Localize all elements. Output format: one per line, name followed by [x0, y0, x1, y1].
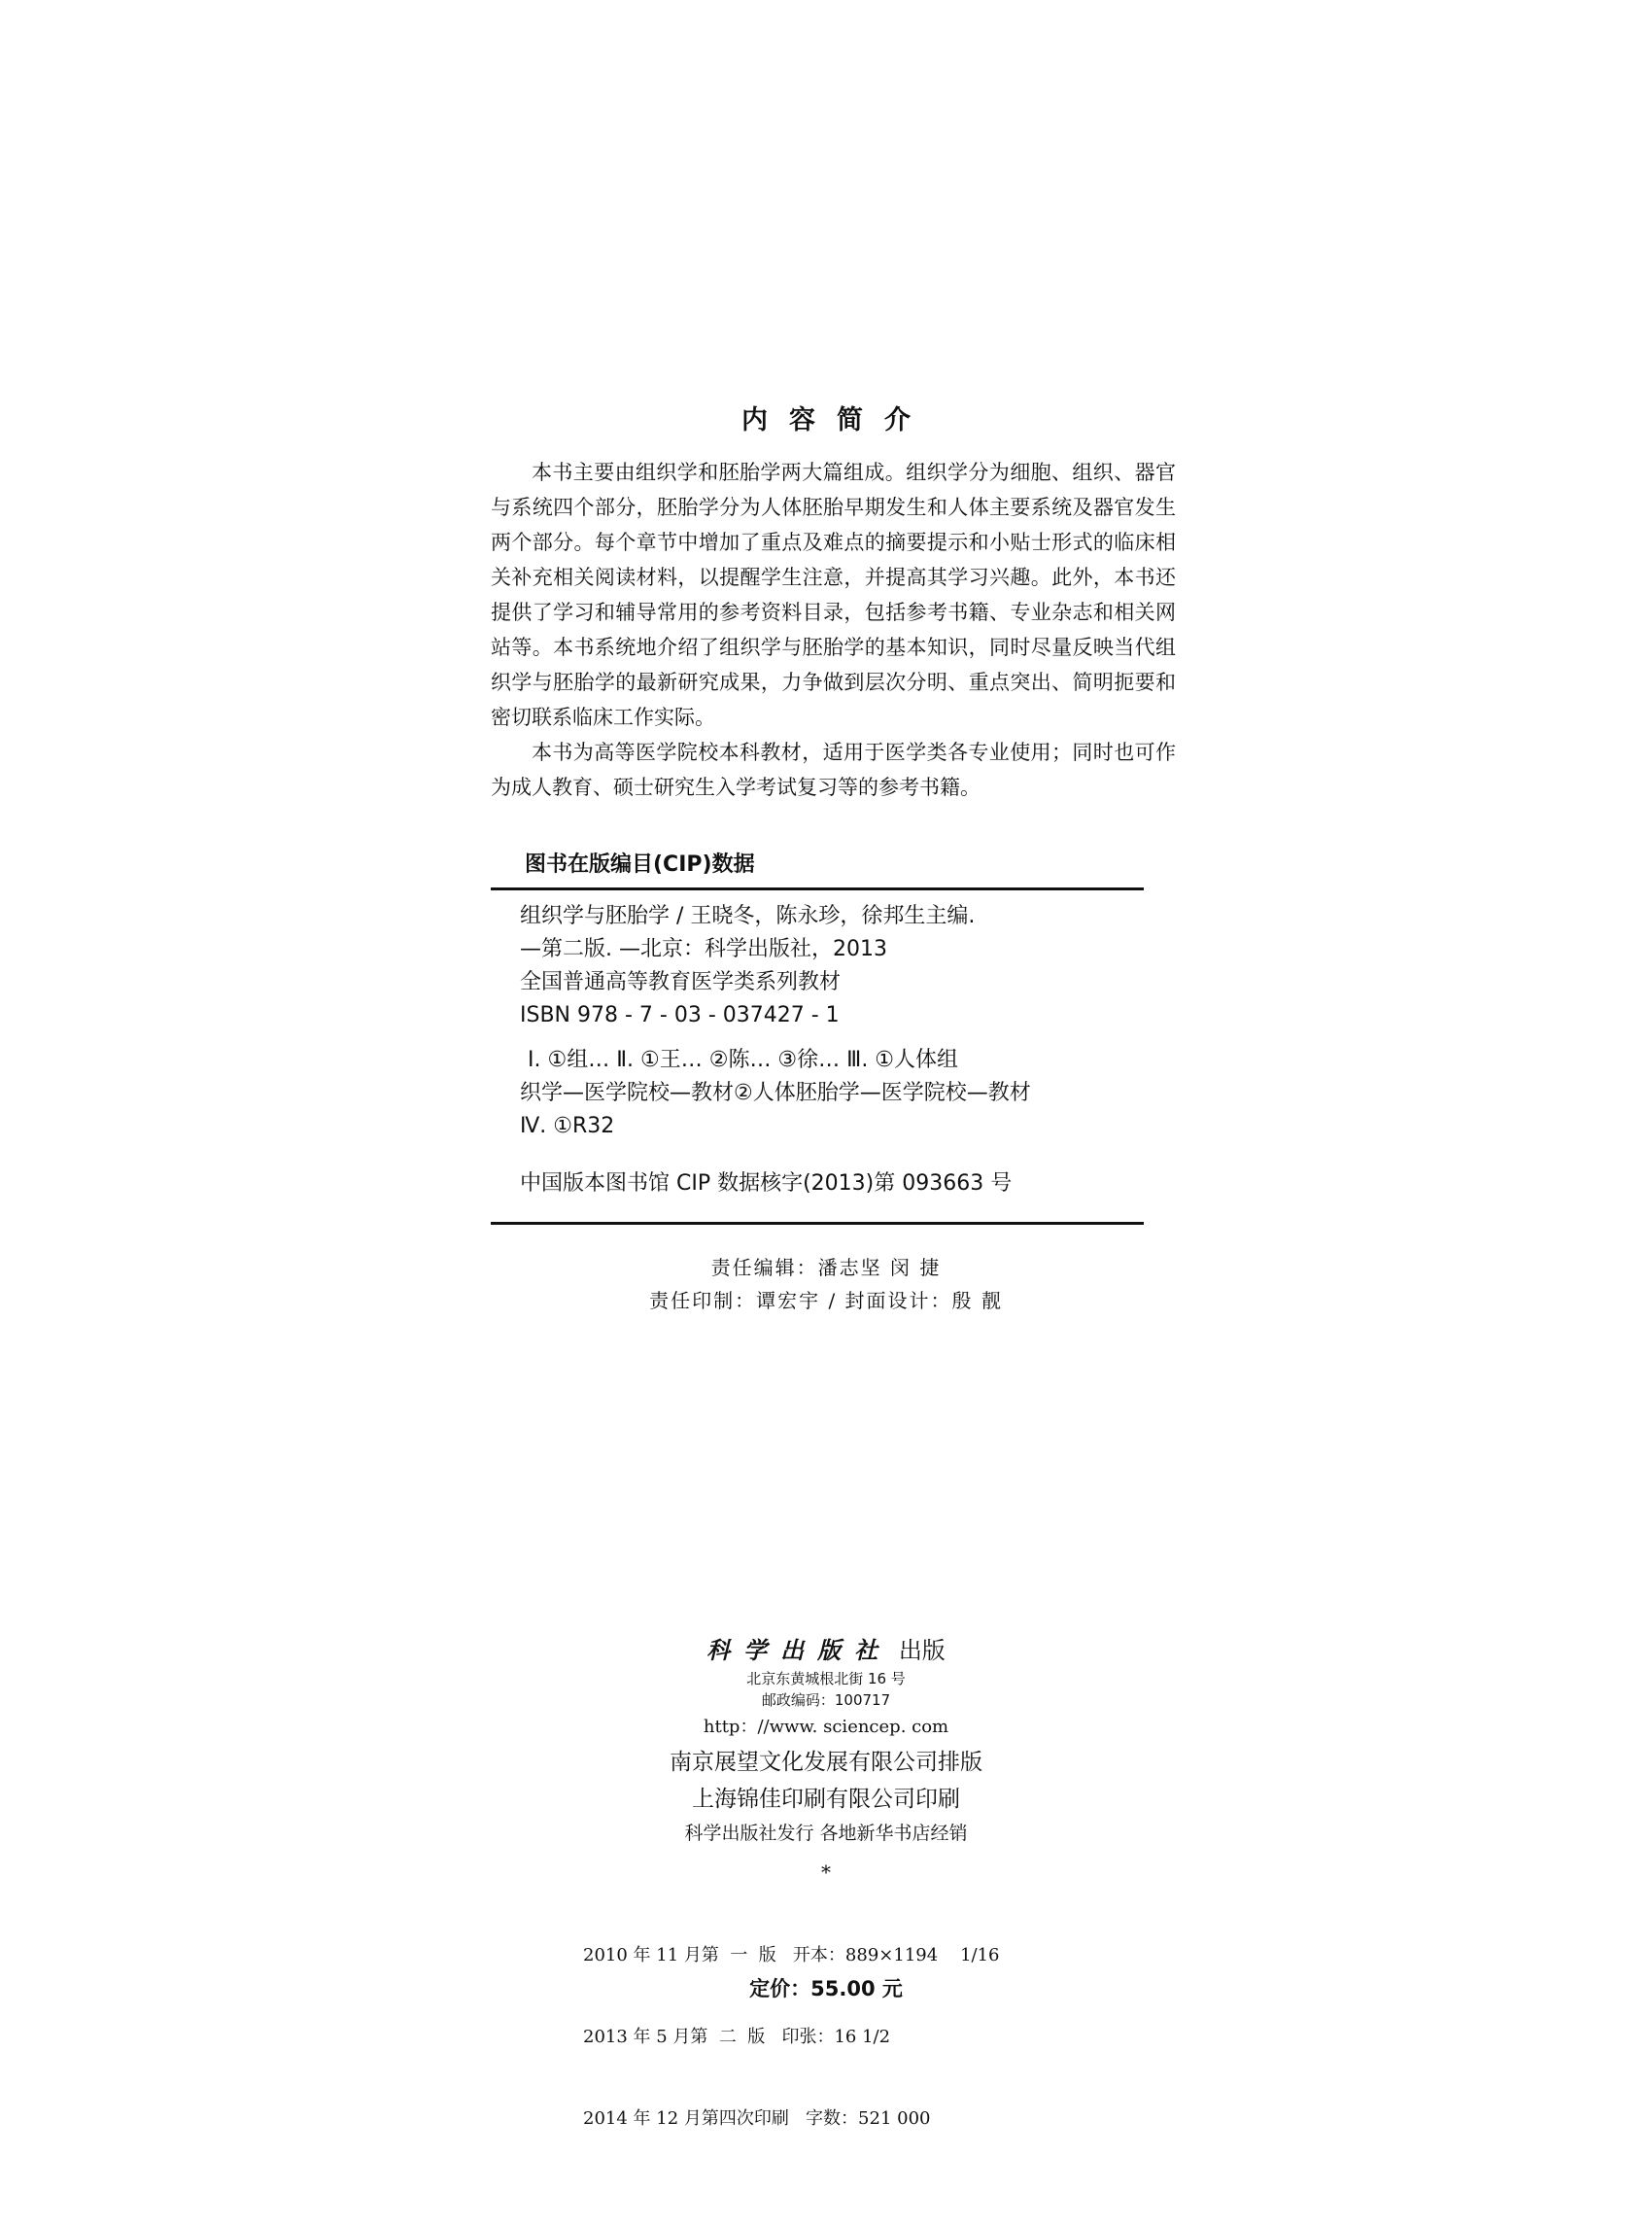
cip-line-4: ISBN 978 - 7 - 03 - 037427 - 1 [520, 1003, 840, 1027]
edition-line-1: 2010 年 11 月第 一 版 开本：889×1194 1/16 [583, 1945, 1000, 1965]
publisher-address: 北京东黄城根北街 16 号 [746, 1670, 906, 1687]
summary-body [491, 455, 1176, 805]
publisher-url: http：//www. sciencep. com [703, 1717, 949, 1737]
cip-heading: 图书在版编目(CIP)数据 [525, 852, 755, 877]
summary-title: 内容简介 [741, 405, 932, 435]
cip-number: 中国版本图书馆 CIP 数据核字(2013)第 093663 号 [520, 1171, 1013, 1196]
price: 定价：55.00 元 [749, 1977, 903, 2000]
summary-paragraph-1: 本书主要由组织学和胚胎学两大篇组成。组织学分为细胞、组织、器官与系统四个部分，胚胎学分为人体胚胎早期发生和人体主要系统及器官发生两个部分。每个章节中增加了重点及难点的摘要提示和小贴士形式的临床相关补充相关阅读材料，以提醒学生注意，并提高其学习兴趣。此外，本书还提供了学习和辅导常用的参考资料目录，包括参考书籍、专业杂志和相关网站等。本书系统地介绍了组织学与胚胎学的基本知识，同时尽量反映当代组织学与胚胎学的最新研究成果，力争做到层次分明、重点突出、简明扼要和密切联系临床工作实际。 [491, 461, 1176, 729]
cip-line-3: 全国普通高等教育医学类系列教材 [520, 970, 842, 994]
cip-bottom-rule [491, 1222, 1144, 1225]
cip-top-rule [491, 887, 1144, 890]
typesetter: 南京展望文化发展有限公司排版 [670, 1750, 982, 1775]
publisher-suffix: 出版 [898, 1637, 946, 1664]
credits [0, 1251, 1652, 1317]
publisher-logo-name: 科学出版社 [706, 1636, 892, 1664]
cip-classification-3: Ⅳ. ①R32 [520, 1114, 615, 1138]
publisher-line [0, 1633, 1652, 1668]
publisher-block [0, 1633, 1652, 1892]
credits-editors: 责任编辑：潘志坚 闵 捷 [710, 1256, 942, 1279]
cip-classification-1: Ⅰ. ①组… Ⅱ. ①王… ②陈… ③徐… Ⅲ. ①人体组 [528, 1048, 959, 1072]
publisher-postcode: 邮政编码：100717 [761, 1691, 891, 1709]
separator-asterisk: * [821, 1860, 831, 1884]
cip-entry [520, 900, 1152, 1143]
edition-info [583, 1888, 999, 2160]
credits-production: 责任印制：谭宏宇 / 封面设计：殷 靓 [649, 1289, 1003, 1312]
edition-line-3: 2014 年 12 月第四次印刷 字数：521 000 [583, 2108, 931, 2129]
cip-line-1: 组织学与胚胎学 / 王晓冬，陈永珍，徐邦生主编. [520, 904, 976, 928]
printer: 上海锦佳印刷有限公司印刷 [692, 1787, 960, 1812]
summary-paragraph-2: 本书为高等医学院校本科教材，适用于医学类各专业使用；同时也可作为成人教育、硕士研究生入学考试复习等的参考书籍。 [491, 741, 1176, 799]
cip-classification-2: 织学—医学院校—教材②人体胚胎学—医学院校—教材 [520, 1081, 1031, 1105]
cip-line-2: —第二版. —北京：科学出版社，2013 [520, 937, 887, 961]
distributor: 科学出版社发行 各地新华书店经销 [684, 1823, 968, 1844]
edition-line-2: 2013 年 5 月第 二 版 印张：16 1/2 [583, 2027, 891, 2047]
